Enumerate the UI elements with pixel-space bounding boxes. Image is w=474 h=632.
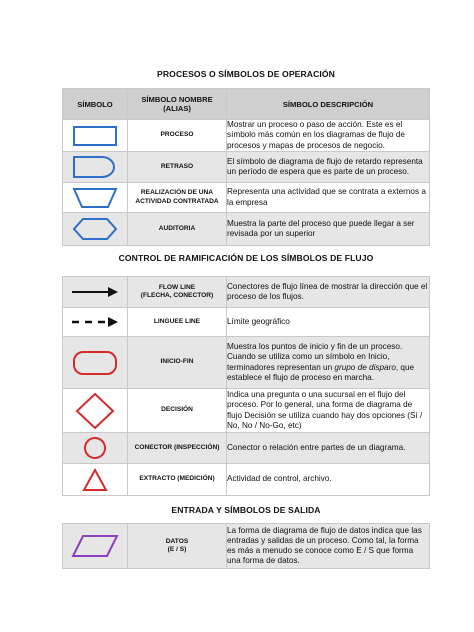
input-output-table <box>62 523 430 569</box>
symbol-description: Conectores de flujo línea de mostrar la dirección que el proceso de los flujos. <box>227 277 430 308</box>
triangle-icon <box>63 464 128 496</box>
parallelogram-icon <box>63 524 128 569</box>
symbol-name: DECISIÓN <box>128 389 227 433</box>
table-row <box>63 213 430 246</box>
symbol-name: RETRASO <box>128 152 227 183</box>
symbol-name: PROCESO <box>128 120 227 152</box>
rounded-rectangle-icon <box>63 337 128 389</box>
dashed-arrow-icon <box>63 308 128 337</box>
table-row <box>63 524 430 569</box>
symbol-description: El símbolo de diagrama de flujo de retardo representa un período de espera que es parte de un proceso. <box>227 152 430 183</box>
symbol-description: La forma de diagrama de flujo de datos indica que las entradas y salidas de un proceso. Como tal, la forma es más a menudo se conoce como E / S que forma una forma de datos. <box>227 524 430 569</box>
symbol-description: Conector o relación entre partes de un diagrama. <box>227 433 430 464</box>
section-title-input-output: ENTRADA Y SÍMBOLOS DE SALIDA <box>171 505 321 515</box>
symbol-description: Indica una pregunta o una sucursal en el flujo del proceso. Por lo general, una forma de diagrama de flujo Decisión se utiliza cuando hay dos opciones (Sí / No, No / No-Go, etc) <box>227 389 430 433</box>
symbol-name: REALIZACIÓN DE UNA ACTIVIDAD CONTRATADA <box>128 183 227 213</box>
header-description: SÍMBOLO DESCRIPCIÓN <box>227 89 430 120</box>
symbol-name: DATOS (E / S) <box>128 524 227 569</box>
rectangle-icon <box>63 120 128 152</box>
flow-control-table <box>62 276 430 496</box>
symbol-description: Muestra los puntos de inicio y fin de un proceso. Cuando se utiliza como un símbolo en Inicio, terminadores representan un grupo de disparo, que establece el flujo de proceso en marcha. <box>227 337 430 389</box>
header-name: SÍMBOLO NOMBRE (ALIAS) <box>128 89 227 120</box>
section-title-operation: PROCESOS O SÍMBOLOS DE OPERACIÓN <box>157 69 335 79</box>
symbol-description: Muestra la parte del proceso que puede llegar a ser revisada por un superior <box>227 213 430 246</box>
symbol-name: FLOW LINE (FLECHA, CONECTOR) <box>128 277 227 308</box>
trapezoid-icon <box>63 183 128 213</box>
table-row <box>63 464 430 496</box>
symbol-description: Representa una actividad que se contrata a externos a la empresa <box>227 183 430 213</box>
circle-icon <box>63 433 128 464</box>
table-row <box>63 433 430 464</box>
table-row <box>63 308 430 337</box>
diamond-icon <box>63 389 128 433</box>
table-row <box>63 337 430 389</box>
symbol-name: LINGUEE LINE <box>128 308 227 337</box>
header-symbol: SÍMBOLO <box>63 89 128 120</box>
symbol-description: Actividad de control, archivo. <box>227 464 430 496</box>
symbol-name: CONECTOR (INSPECCIÓN) <box>128 433 227 464</box>
table-row <box>63 183 430 213</box>
hexagon-icon <box>63 213 128 246</box>
symbol-name: EXTRACTO (MEDICIÓN) <box>128 464 227 496</box>
solid-arrow-icon <box>63 277 128 308</box>
section-title-flow-control: CONTROL DE RAMIFICACIÓN DE LOS SÍMBOLOS DE FLUJO <box>118 253 374 263</box>
table-row <box>63 120 430 152</box>
symbol-name: AUDITORIA <box>128 213 227 246</box>
delay-shape-icon <box>63 152 128 183</box>
table-row <box>63 152 430 183</box>
table-header-row <box>63 89 430 120</box>
symbol-description: Límite geográfico <box>227 308 430 337</box>
symbol-name: INICIO-FIN <box>128 337 227 389</box>
table-row <box>63 389 430 433</box>
symbol-description: Mostrar un proceso o paso de acción. Este es el símbolo más común en los diagramas de flujo de procesos y mapas de procesos de negocio. <box>227 120 430 152</box>
operation-symbols-table <box>62 88 430 246</box>
table-row <box>63 277 430 308</box>
